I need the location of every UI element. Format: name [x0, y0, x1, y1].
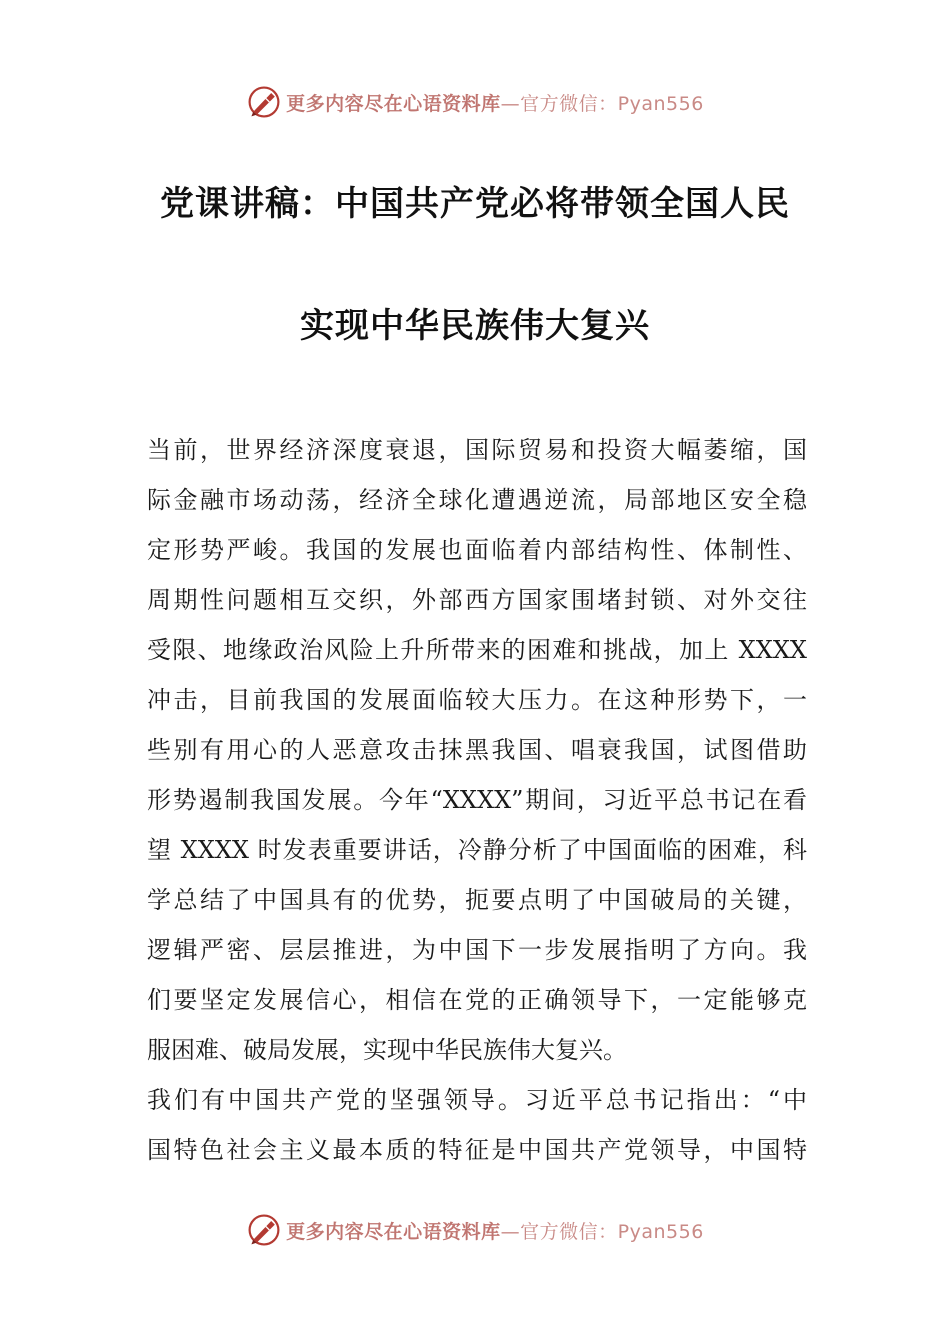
body-line: 国特色社会主义最本质的特征是中国共产党领导，中国特	[147, 1136, 807, 1164]
body-line: 冲击，目前我国的发展面临较大压力。在这种形势下，一	[147, 686, 807, 714]
header-banner	[0, 80, 950, 124]
body-line: 定形势严峻。我国的发展也面临着内部结构性、体制性、	[147, 536, 807, 564]
banner-contact: 官方微信：Pyan556	[520, 1220, 704, 1243]
body-line: 周期性问题相互交织，外部西方国家围堵封锁、对外交往	[147, 586, 807, 614]
banner-site-name: 更多内容尽在心语资料库	[286, 1220, 501, 1243]
document-title-line-2: 实现中华民族伟大复兴	[300, 306, 650, 346]
banner-dash: —	[500, 1220, 521, 1243]
body-line: 际金融市场动荡，经济全球化遭遇逆流，局部地区安全稳	[147, 486, 807, 514]
body-line: 些别有用心的人恶意攻击抹黑我国、唱衰我国，试图借助	[147, 736, 807, 764]
body-line: 形势遏制我国发展。今年“XXXX”期间，习近平总书记在看	[147, 786, 807, 814]
banner-dash: —	[500, 92, 521, 115]
body-line: 受限、地缘政治风险上升所带来的困难和挑战，加上 XXXX	[147, 636, 807, 664]
pen-logo-icon	[246, 1212, 282, 1248]
body-line: 望 XXXX 时发表重要讲话，冷静分析了中国面临的困难，科	[147, 836, 807, 864]
body-text	[147, 425, 807, 1175]
body-line: 学总结了中国具有的优势，扼要点明了中国破局的关键，	[147, 886, 807, 914]
body-line: 们要坚定发展信心，相信在党的正确领导下，一定能够克	[147, 986, 807, 1014]
body-line: 逻辑严密、层层推进，为中国下一步发展指明了方向。我	[147, 936, 807, 964]
body-line: 服困难、破局发展，实现中华民族伟大复兴。	[147, 1036, 627, 1064]
body-line: 当前，世界经济深度衰退，国际贸易和投资大幅萎缩，国	[147, 436, 807, 464]
banner-contact: 官方微信：Pyan556	[520, 92, 704, 115]
footer-banner	[0, 1208, 950, 1252]
document-title-line-1: 党课讲稿：中国共产党必将带领全国人民	[160, 184, 790, 224]
body-line: 我们有中国共产党的坚强领导。习近平总书记指出：“中	[147, 1086, 807, 1114]
pen-logo-icon	[246, 84, 282, 120]
banner-site-name: 更多内容尽在心语资料库	[286, 92, 501, 115]
